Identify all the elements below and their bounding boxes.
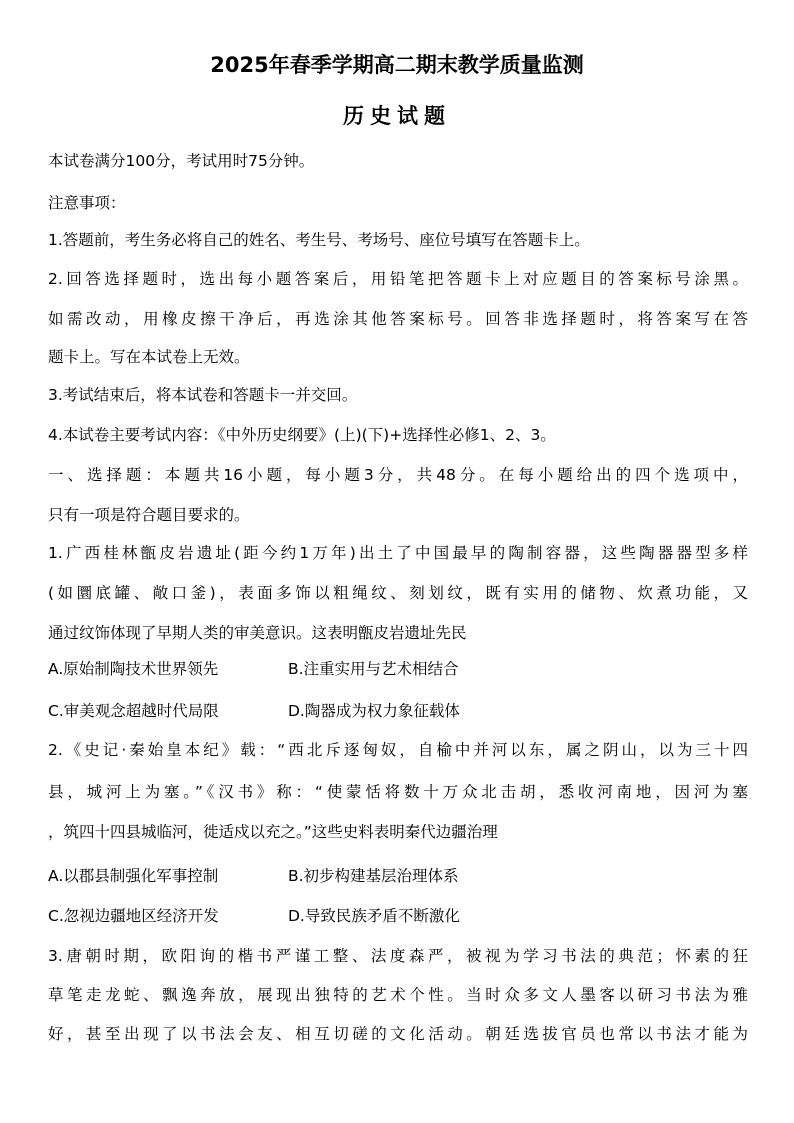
exam-subtitle: 历史试题 [343,104,451,128]
section-1-line-2: 只有一项是符合题目要求的。 [48,506,250,524]
question-2-line-2: 县，城河上为塞。”《汉书》称：“使蒙恬将数十万众北击胡，悉收河南地，因河为塞 [48,783,748,801]
question-2-option-a: A.以郡县制强化军事控制 [48,867,219,885]
question-3-line-1: 3.唐朝时期，欧阳询的楷书严谨工整、法度森严，被视为学习书法的典范；怀素的狂 [48,947,748,965]
question-1-line-3: 通过纹饰体现了早期人类的审美意识。这表明甑皮岩遗址先民 [48,624,467,642]
instruction-item-2-line-1: 2.回答选择题时，选出每小题答案后，用铅笔把答题卡上对应题目的答案标号涂黑。 [48,270,748,288]
exam-title: 2025年春季学期高二期末教学质量监测 [210,53,584,77]
instruction-item-4: 4.本试卷主要考试内容：《中外历史纲要》(上)(下)+选择性必修1、2、3。 [48,426,556,444]
instruction-item-2-line-2: 如需改动，用橡皮擦干净后，再选涂其他答案标号。回答非选择题时，将答案写在答 [48,310,748,328]
instruction-item-2-line-3: 题卡上。写在本试卷上无效。 [48,348,250,366]
question-1-option-d: D.陶器成为权力象征载体 [288,702,460,720]
question-1-option-c: C.审美观念超越时代局限 [48,702,219,720]
question-2-option-d: D.导致民族矛盾不断激化 [288,907,460,925]
question-2-line-1: 2.《史记·秦始皇本纪》载：“西北斥逐匈奴，自榆中并河以东，属之阴山，以为三十四 [48,741,748,759]
question-1-line-1: 1.广西桂林甑皮岩遗址(距今约1万年)出土了中国最早的陶制容器，这些陶器器型多样 [48,544,748,562]
question-2-option-b: B.初步构建基层治理体系 [288,867,459,885]
question-2-line-3: ，筑四十四县城临河，徙适戍以充之。”这些史料表明秦代边疆治理 [48,823,498,841]
question-1-option-b: B.注重实用与艺术相结合 [288,660,459,678]
instruction-intro: 本试卷满分100分，考试用时75分钟。 [48,152,315,170]
question-2-option-c: C.忽视边疆地区经济开发 [48,907,219,925]
instruction-item-1: 1.答题前，考生务必将自己的姓名、考生号、考场号、座位号填写在答题卡上。 [48,231,590,249]
question-3-line-2: 草笔走龙蛇、飘逸奔放，展现出独特的艺术个性。当时众多文人墨客以研习书法为雅 [48,986,748,1004]
instruction-heading: 注意事项： [48,194,126,212]
question-1-line-2: (如圜底罐、敞口釜)，表面多饰以粗绳纹、刻划纹，既有实用的储物、炊煮功能，又 [48,584,748,602]
section-1-line-1: 一、选择题：本题共16小题，每小题3分，共48分。在每小题给出的四个选项中， [48,466,748,484]
question-3-line-3: 好，甚至出现了以书法会友、相互切磋的文化活动。朝廷选拔官员也常以书法才能为 [48,1025,748,1043]
question-1-option-a: A.原始制陶技术世界领先 [48,660,219,678]
instruction-item-3: 3.考试结束后，将本试卷和答题卡一并交回。 [48,386,358,404]
